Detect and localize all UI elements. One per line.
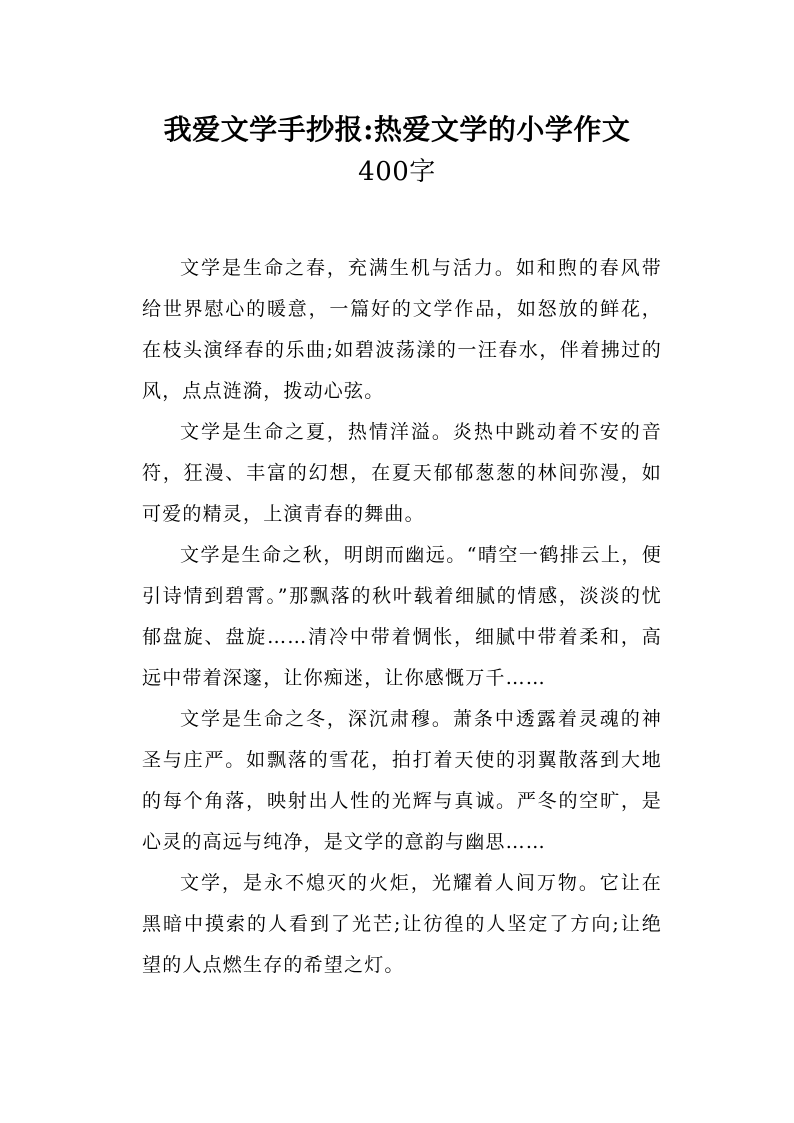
- page-title-subline: 400字: [358, 157, 436, 187]
- paragraph-autumn: 文学是生命之秋，明朗而幽远。“晴空一鹤排云上，便引诗情到碧霄。”那飘落的秋叶载着细腻的情感，淡淡的忧郁盘旋、盘旋……清冷中带着惆怅，细腻中带着柔和，高远中带着深邃，让你痴迷，让你感慨万千……: [142, 544, 662, 689]
- article-body: [142, 248, 662, 986]
- paragraph-winter: 文学是生命之冬，深沉肃穆。萧条中透露着灵魂的神圣与庄严。如飘落的雪花，拍打着天使的羽翼散落到大地的每个角落，映射出人性的光辉与真诚。严冬的空旷，是心灵的高远与纯净，是文学的意韵与幽思……: [142, 708, 662, 853]
- paragraph-spring: 文学是生命之春，充满生机与活力。如和煦的春风带给世界慰心的暖意，一篇好的文学作品，如怒放的鲜花，在枝头演绎春的乐曲;如碧波荡漾的一汪春水，伴着拂过的风，点点涟漪，拨动心弦。: [142, 257, 662, 402]
- page-title: 我爱文学手抄报:热爱文学的小学作文: [163, 113, 631, 146]
- paragraph-conclusion: 文学，是永不熄灭的火炬，光耀着人间万物。它让在黑暗中摸索的人看到了光芒;让彷徨的人坚定了方向;让绝望的人点燃生存的希望之灯。: [142, 872, 662, 976]
- paragraph-summer: 文学是生命之夏，热情洋溢。炎热中跳动着不安的音符，狂漫、丰富的幻想，在夏天郁郁葱葱的林间弥漫，如可爱的精灵，上演青春的舞曲。: [142, 421, 662, 525]
